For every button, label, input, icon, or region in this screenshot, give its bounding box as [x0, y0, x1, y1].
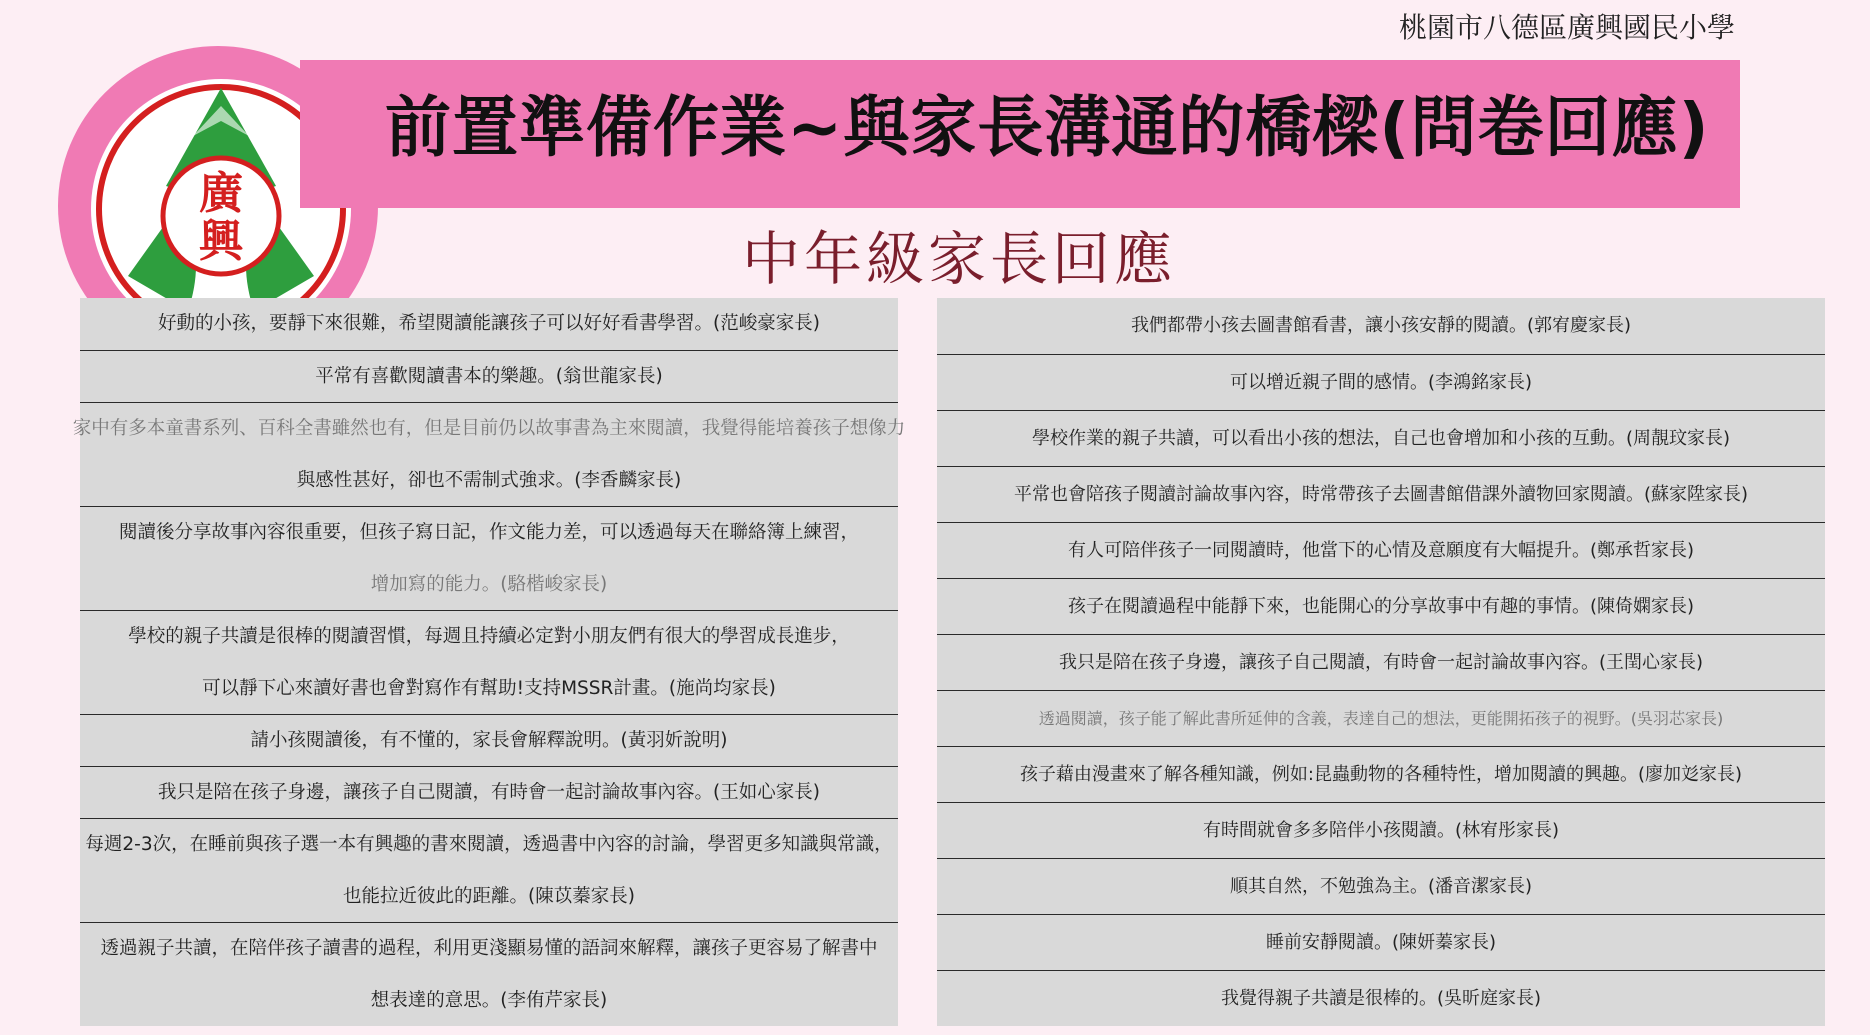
response-text: 有人可陪伴孩子一同閱讀時，他當下的心情及意願度有大幅提升。(鄭承哲家長) [1067, 539, 1695, 561]
response-row [80, 922, 898, 1026]
response-text: 孩子藉由漫畫來了解各種知識，例如:昆蟲動物的各種特性，增加閱讀的興趣。(廖加彣家長) [1019, 763, 1743, 785]
response-text: 與感性甚好，卻也不需制式強求。(李香麟家長) [296, 469, 682, 491]
response-row [80, 818, 898, 922]
page-subtitle: 中年級家長回應 [742, 225, 1177, 293]
response-row [937, 410, 1825, 466]
response-text: 學校的親子共讀是很棒的閱讀習慣，每週且持續必定對小朋友們有很大的學習成長進步， [128, 625, 850, 647]
response-row [937, 298, 1825, 354]
response-text: 請小孩閱讀後，有不懂的，家長會解釋說明。(黃羽妡說明) [250, 729, 728, 751]
left-response-table [72, 298, 906, 1026]
response-row [937, 970, 1825, 1026]
response-text: 透過閱讀，孩子能了解此書所延伸的含義，表達自己的想法，更能開拓孩子的視野。(吳羽芯家長) [1038, 708, 1724, 728]
response-text: 閱讀後分享故事內容很重要，但孩子寫日記，作文能力差，可以透過每天在聯絡簿上練習， [118, 521, 859, 543]
response-text: 我只是陪在孩子身邊，讓孩子自己閱讀，有時會一起討論故事內容。(王閏心家長) [1058, 651, 1704, 673]
response-row [937, 690, 1825, 746]
response-text: 順其自然，不勉強為主。(潘音潔家長) [1229, 875, 1533, 897]
response-row [937, 466, 1825, 522]
response-text: 每週2-3次，在睡前與孩子選一本有興趣的書來閱讀，透過書中內容的討論，學習更多知識與常識， [85, 833, 893, 855]
page-title: 前置準備作業~與家長溝通的橋樑(問卷回應) [385, 89, 1710, 166]
response-text: 睡前安靜閱讀。(陳妍蓁家長) [1265, 931, 1497, 953]
response-text: 可以增近親子間的感情。(李鴻銘家長) [1229, 371, 1533, 393]
response-row [937, 522, 1825, 578]
response-row [80, 610, 898, 714]
response-text: 我只是陪在孩子身邊，讓孩子自己閱讀，有時會一起討論故事內容。(王如心家長) [158, 781, 820, 803]
response-text: 學校作業的親子共讀，可以看出小孩的想法，自己也會增加和小孩的互動。(周靚玟家長) [1031, 427, 1731, 449]
response-text: 平常有喜歡閱讀書本的樂趣。(翁世龍家長) [315, 365, 663, 387]
response-text: 我覺得親子共讀是很棒的。(吳昕庭家長) [1220, 987, 1542, 1009]
school-name: 桃園市八德區廣興國民小學 [1398, 11, 1735, 44]
logo-char-2: 興 [199, 216, 243, 267]
response-row [937, 578, 1825, 634]
response-text: 也能拉近彼此的距離。(陳苡蓁家長) [343, 885, 635, 907]
response-row [937, 746, 1825, 802]
response-text: 孩子在閱讀過程中能靜下來，也能開心的分享故事中有趣的事情。(陳倚嫻家長) [1067, 595, 1695, 617]
response-text: 想表達的意思。(李侑芹家長) [370, 989, 608, 1011]
response-row [937, 914, 1825, 970]
response-text: 透過親子共讀，在陪伴孩子讀書的過程，利用更淺顯易懂的語詞來解釋，讓孩子更容易了解書中 [100, 937, 878, 959]
response-row [80, 298, 898, 350]
response-row [80, 766, 898, 818]
response-text: 好動的小孩，要靜下來很難，希望閱讀能讓孩子可以好好看書學習。(范峻豪家長) [158, 313, 820, 334]
response-text: 有時間就會多多陪伴小孩閱讀。(林宥彤家長) [1202, 819, 1560, 841]
response-row [80, 714, 898, 766]
response-text: 家中有多本童書系列、百科全書雖然也有，但是目前仍以故事書為主來閱讀，我覺得能培養孩子想像力 [72, 417, 906, 439]
response-row [72, 402, 906, 506]
logo-char-1: 廣 [199, 168, 243, 219]
response-text: 可以靜下心來讀好書也會對寫作有幫助!支持MSSR計畫。(施尚均家長) [202, 677, 776, 699]
response-row [937, 354, 1825, 410]
response-text: 我們都帶小孩去圖書館看書，讓小孩安靜的閱讀。(郭宥慶家長) [1130, 315, 1632, 336]
response-row [80, 506, 898, 610]
response-row [80, 350, 898, 402]
response-text: 平常也會陪孩子閱讀討論故事內容，時常帶孩子去圖書館借課外讀物回家閱讀。(蘇家陞家長) [1013, 483, 1749, 505]
response-row [937, 802, 1825, 858]
right-response-table [937, 298, 1825, 1026]
response-row [937, 858, 1825, 914]
response-row [937, 634, 1825, 690]
response-text: 增加寫的能力。(駱楷峻家長) [370, 573, 608, 595]
